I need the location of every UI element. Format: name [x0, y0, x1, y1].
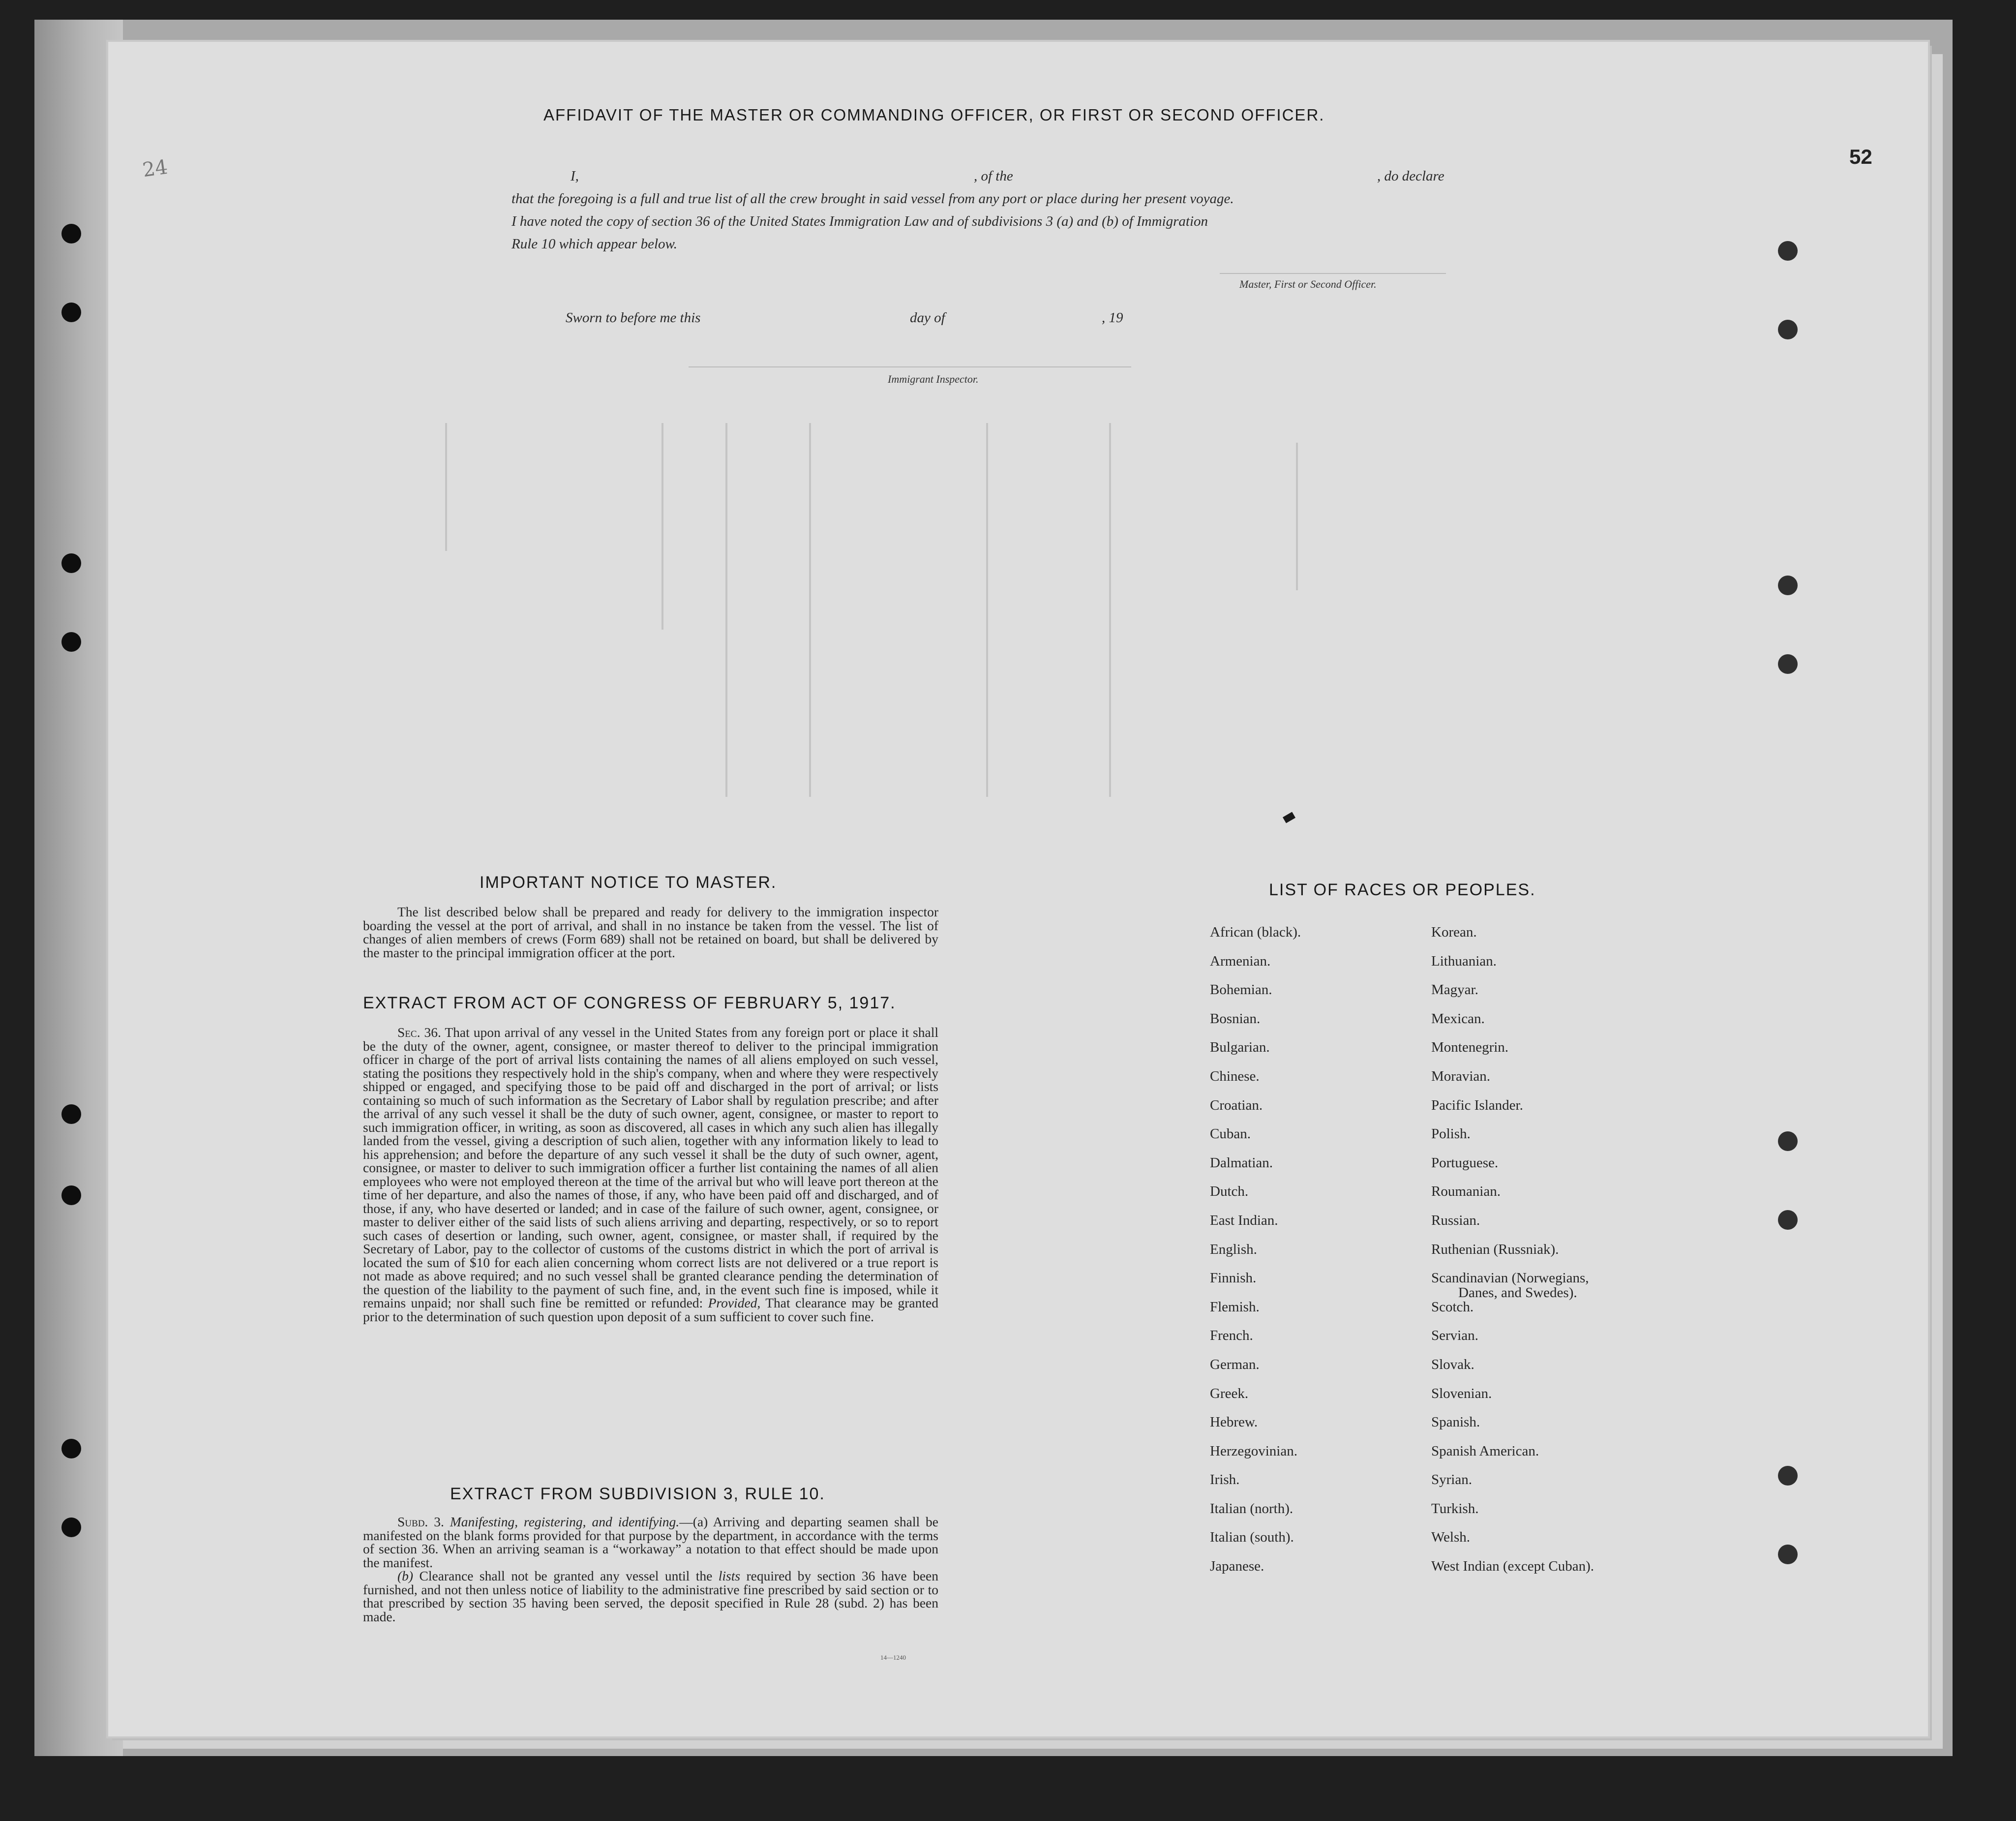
bleed-through-line	[1109, 423, 1111, 797]
para-b-text-2: required by section 36 have been furnished, and not then unless notice of liability to the administrative fine prescribed by said section or to that prescribed by section 35 having been served, the deposit specified in Rule 28 (subd. 2) has been made.	[363, 1568, 939, 1624]
rule-paragraph-b	[363, 1569, 938, 1623]
race-item: Italian (south).	[1210, 1529, 1294, 1546]
form-code: 14—1240	[880, 1654, 906, 1661]
affidavit-body	[512, 165, 1461, 255]
binder-hole	[61, 1185, 81, 1205]
para-a-label: —(a)	[679, 1514, 708, 1529]
binder-hole	[1778, 241, 1798, 261]
race-item: Irish.	[1210, 1472, 1240, 1488]
bleed-through-line	[662, 423, 663, 630]
document-page	[108, 42, 1928, 1736]
race-item: Russian.	[1431, 1212, 1480, 1228]
day-of-label: day of	[910, 310, 945, 326]
act-text-part2: That clearance may be granted prior to the determination of such question upon deposit of a sum sufficient to cover such fine.	[363, 1295, 938, 1324]
race-item: Korean.	[1431, 924, 1477, 940]
race-item-continued: Danes, and Swedes).	[1458, 1285, 1577, 1301]
race-item: Ruthenian (Russniak).	[1431, 1241, 1559, 1257]
races-title: LIST OF RACES OR PEOPLES.	[1269, 880, 1536, 899]
race-item: English.	[1210, 1241, 1257, 1257]
affidavit-line: Rule 10 which appear below.	[512, 236, 677, 252]
race-item: Mexican.	[1431, 1010, 1485, 1027]
race-item: Portuguese.	[1431, 1154, 1499, 1171]
vessel-label: , of the	[974, 168, 1013, 184]
race-item: Bosnian.	[1210, 1010, 1261, 1027]
race-item: Slovak.	[1431, 1356, 1474, 1372]
race-item: Armenian.	[1210, 953, 1271, 969]
act-extract-title: EXTRACT FROM ACT OF CONGRESS OF FEBRUARY 5, 1917.	[363, 994, 896, 1012]
affidavit-declaration-row	[512, 165, 1461, 187]
race-item: Lithuanian.	[1431, 953, 1497, 969]
race-item: Servian.	[1431, 1328, 1478, 1344]
section-label: Sec. 36.	[397, 1025, 441, 1040]
race-item: West Indian (except Cuban).	[1431, 1558, 1595, 1575]
race-item: Hebrew.	[1210, 1414, 1258, 1430]
binder-hole	[61, 1518, 81, 1537]
race-item: Herzegovinian.	[1210, 1443, 1297, 1459]
race-item: Pacific Islander.	[1431, 1097, 1523, 1113]
sworn-row	[566, 310, 1205, 330]
race-item: Italian (north).	[1210, 1500, 1294, 1517]
race-item: Dalmatian.	[1210, 1154, 1273, 1171]
bleed-through-line	[809, 423, 811, 797]
race-item: French.	[1210, 1328, 1253, 1344]
binder-hole	[61, 553, 81, 573]
provided-label: Provided,	[708, 1295, 761, 1310]
races-column-right	[1431, 925, 1594, 1588]
race-item: Magyar.	[1431, 982, 1478, 998]
para-a-text: Arriving and departing seamen shall be manifested on the blank forms provided for that purpose by the department, in accordance with the terms of section 36. When an arriving seaman is a “workaway” a notation to that effect should be made upon the manifest.	[363, 1514, 938, 1570]
binder-hole	[1778, 1210, 1798, 1230]
race-item: Moravian.	[1431, 1068, 1490, 1084]
para-b-label: (b)	[397, 1568, 414, 1583]
race-item: Polish.	[1431, 1126, 1471, 1142]
sworn-label: Sworn to before me this	[566, 310, 701, 326]
races-column-left	[1210, 925, 1301, 1588]
year-label: , 19	[1102, 310, 1123, 326]
race-item: Chinese.	[1210, 1068, 1260, 1084]
race-item: Flemish.	[1210, 1299, 1260, 1315]
race-item: Slovenian.	[1431, 1385, 1492, 1401]
race-item: Spanish American.	[1431, 1443, 1539, 1459]
race-item: Turkish.	[1431, 1500, 1479, 1517]
binder-hole	[61, 1104, 81, 1124]
binder-hole	[1778, 1131, 1798, 1151]
notice-text: The list described below shall be prepared and ready for delivery to the immigration inspector boarding the vessel at the port of arrival, and shall in no instance be taken from the vessel. The list of changes of alien members of crews (Form 689) shall not be retained on board, but shall be delivered by the master to the principal immigration officer at the port.	[363, 904, 938, 960]
race-item: Syrian.	[1431, 1472, 1472, 1488]
race-item: Bohemian.	[1210, 982, 1272, 998]
bleed-through-line	[445, 423, 447, 551]
race-item: Bulgarian.	[1210, 1039, 1270, 1056]
para-b-lists: lists	[718, 1568, 741, 1583]
race-item: Cuban.	[1210, 1126, 1251, 1142]
binder-hole	[61, 632, 81, 652]
binder-hole	[61, 224, 81, 243]
bleed-through-line	[725, 423, 727, 797]
binder-hole	[61, 1439, 81, 1458]
para-b-text-1: Clearance shall not be granted any vessel until the	[419, 1568, 713, 1583]
race-item: Welsh.	[1431, 1529, 1471, 1546]
race-item	[1431, 1271, 1594, 1300]
bleed-through-line	[986, 423, 988, 797]
race-item: Roumanian.	[1431, 1184, 1501, 1200]
race-item: Japanese.	[1210, 1558, 1264, 1575]
rule-extract-text	[363, 1515, 938, 1623]
binder-hole	[1778, 654, 1798, 674]
binder-hole	[1778, 576, 1798, 595]
race-item-line: Scandinavian (Norwegians,	[1431, 1270, 1589, 1286]
notice-title: IMPORTANT NOTICE TO MASTER.	[480, 873, 777, 892]
race-item: Dutch.	[1210, 1184, 1249, 1200]
race-item: Finnish.	[1210, 1270, 1257, 1286]
race-item: German.	[1210, 1356, 1260, 1372]
inspector-signature-caption: Immigrant Inspector.	[888, 373, 979, 385]
rule-extract-title: EXTRACT FROM SUBDIVISION 3, RULE 10.	[450, 1485, 825, 1503]
act-extract-text	[363, 1026, 938, 1323]
margin-note: 24	[141, 155, 169, 182]
race-item: East Indian.	[1210, 1212, 1278, 1228]
page-number: 52	[1849, 145, 1872, 168]
affidavit-line: that the foregoing is a full and true list of all the crew brought in said vessel from any port or place during her present voyage.	[512, 191, 1234, 207]
rule-paragraph-a	[363, 1515, 938, 1569]
race-item: Greek.	[1210, 1385, 1249, 1401]
binder-hole	[1778, 320, 1798, 339]
officer-signature-line	[1220, 273, 1446, 274]
binder-hole	[1778, 1545, 1798, 1564]
declare-label: , do declare	[1377, 168, 1444, 184]
bleed-through-line	[1296, 443, 1298, 590]
race-item: Spanish.	[1431, 1414, 1480, 1430]
subdivision-heading: Manifesting, registering, and identifying.	[450, 1514, 680, 1529]
binder-hole	[1778, 1466, 1798, 1486]
race-item: African (black).	[1210, 924, 1301, 940]
race-item: Scotch.	[1431, 1299, 1474, 1315]
race-item: Montenegrin.	[1431, 1039, 1509, 1056]
affidavit-line: I have noted the copy of section 36 of the United States Immigration Law and of subdivisions 3 (a) and (b) of Immigration	[512, 213, 1208, 229]
officer-signature-caption: Master, First or Second Officer.	[1239, 278, 1377, 290]
act-text-part1: That upon arrival of any vessel in the United States from any foreign port or place it shall be the duty of the owner, agent, consignee, or master thereof to deliver to the principal immigration officer in charge of the port of arrival lists containing the names of all aliens employed on such vessel, stating the positions they respectively hold in the ship's company, when and where they were respectively shipped or engaged, and specifying those to be paid off and discharged in the port of arrival; or lists containing so much of such information as the Secretary of Labor shall by regulation prescribe; and after the arrival of any such vessel it shall be the duty of such owner, agent, consignee, or master to report to such immigration officer, in writing, as soon as discovered, all cases in which any such alien has illegally landed from the vessel, giving a description of such alien, together with any information likely to lead to his apprehension; and before the departure of any such vessel it shall be the duty of such owner, agent, consignee, or master to deliver to such immigration officer a further list containing the names of all alien employees who were not employed thereon at the time of the arrival but who will leave port thereon at the time of her departure, and also the names of those, if any, who have been paid off and discharged, and of those, if any, who have deserted or landed; and in case of the failure of such owner, agent, consignee, or master to deliver either of the said lists of such aliens arriving and departing, respectively, or so to report such cases of desertion or landing, such owner, agent, consignee, or master shall, if required by the Secretary of Labor, pay to the collector of customs of the customs district in which the port of arrival is located the sum of $10 for each alien concerning whom correct lists are not delivered or a true report is not made as above required; and no such vessel shall be granted clearance pending the determination of the question of the liability to the payment of such fine, and, in the event such fine is imposed, while it remains unpaid; nor shall such fine be remitted or refunded:	[363, 1025, 938, 1310]
affidavit-title: AFFIDAVIT OF THE MASTER OR COMMANDING OFFICER, OR FIRST OR SECOND OFFICER.	[543, 106, 1325, 124]
inspector-signature-line	[689, 366, 1131, 367]
race-item: Croatian.	[1210, 1097, 1263, 1113]
subdivision-label: Subd. 3.	[397, 1514, 444, 1529]
binder-hole	[61, 303, 81, 322]
declarant-label: I,	[571, 168, 579, 184]
